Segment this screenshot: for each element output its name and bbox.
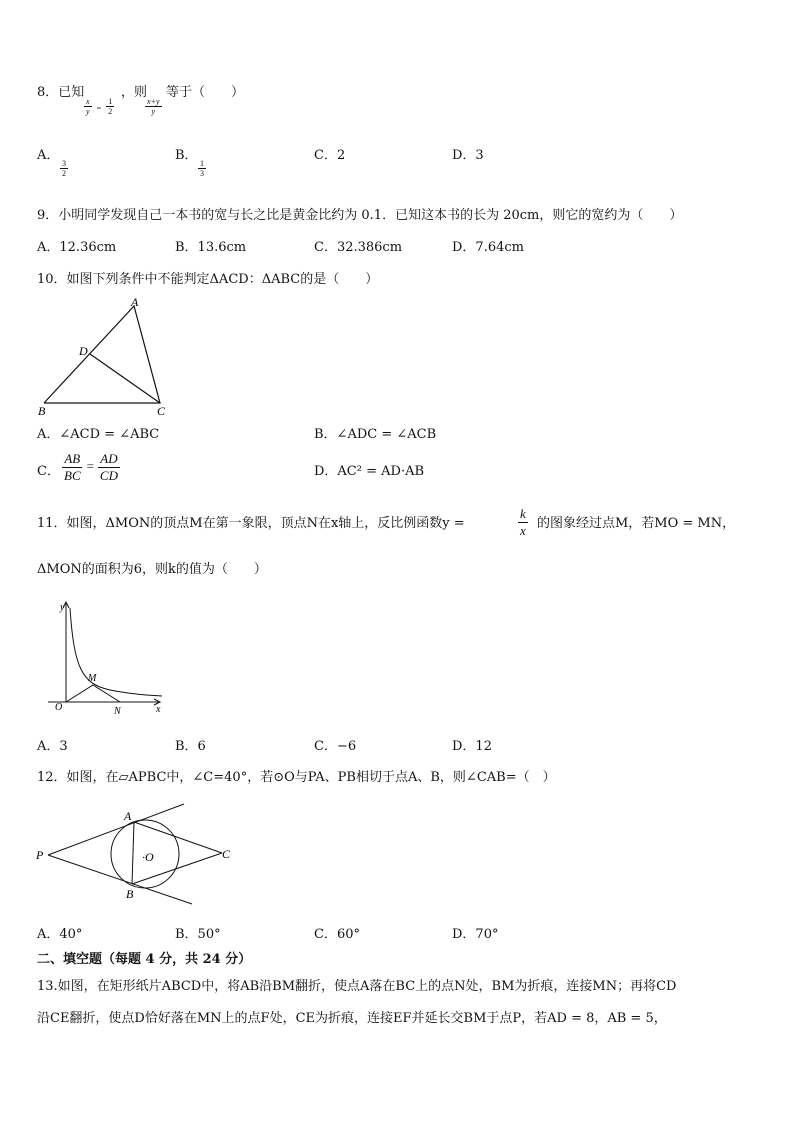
q10-triangle-figure [34,294,174,418]
q9-option-b: B．13.6cm [175,240,247,255]
q8-cond-y: y [86,107,90,116]
q12-label-o: ·O [142,850,154,864]
q8-cond-eq: = [96,104,102,113]
q8-option-d: D．3 [452,148,484,163]
q10-label-b: B [38,404,46,418]
q11-hyperbola-figure [40,598,170,718]
q8-query-num: x+y [147,97,160,106]
q8-cond-x: x [86,97,90,106]
q9-option-a: A．12.36cm [37,240,117,255]
q10-stem: 10．如图下列条件中不能判定ΔACD：ΔABC的是（ ） [37,272,379,287]
q8-option-a-fraction: $\frac{3}{2}$ [62,159,66,178]
q10-label-d: D [79,344,88,358]
q12-line-pa [48,804,184,855]
q9-option-c: C．32.386cm [314,240,403,255]
q10-triangle-abc [44,306,160,403]
q12-option-c: C．60° [314,927,360,942]
q8-stem-end: 等于（ ） [166,85,245,100]
q8-option-b-fraction: $\frac{1}{3}$ [200,159,204,178]
q8-stem-mid: ，则 [121,85,148,100]
q11-option-b: B．6 [175,739,206,754]
q10-option-c-label: C． [37,464,60,479]
q12-chord-ab [132,822,134,884]
q12-tangent-figure [34,800,244,910]
q11-label-o: O [55,702,63,713]
q11-option-d: D．12 [452,739,492,754]
q12-label-a: A [124,809,132,823]
q8-condition [84,96,114,116]
q8-cond-num: 1 [108,97,113,106]
q13-line2: 沿CE翻折，使点D恰好落在MN上的点F处，CE为折痕，连接EF并延长交BM于点P，若AD = 8，AB = 5， [37,1011,667,1026]
q11-hyperbola-curve [70,608,162,696]
q13-line1: 13.如图，在矩形纸片ABCD中，将AB沿BM翻折，使点A落在BC上的点N处，BM为折痕，连接MN；再将CD [37,979,677,994]
q12-label-c: C [222,847,231,861]
q12-option-a: A．40° [37,927,83,942]
q10-segment-cd [90,354,160,403]
q11-fraction-k-over-x: $\frac{k}{x}$ [520,506,526,538]
q12-option-d: D．70° [452,927,499,942]
q12-segment-ac [134,822,222,853]
q12-label-p: P [36,848,44,862]
q11-stem-line1-end: 的图象经过点M，若MO = MN， [537,516,736,531]
q8-option-b-label: B． [175,148,198,163]
q12-option-b: B．50° [175,927,221,942]
q10-label-a: A [131,295,139,309]
q12-line-pb [48,855,192,904]
q8-query-den: y [151,107,156,116]
section-2-heading: 二、填空题（每题 4 分，共 24 分） [37,952,252,967]
q11-option-a: A．3 [37,739,68,754]
q11-option-c: C．−6 [314,739,357,754]
q8-option-a-label: A． [37,148,60,163]
q9-option-d: D．7.64cm [452,240,524,255]
q11-label-x: x [156,704,161,715]
q11-label-y: y [60,602,65,613]
q8-query-fraction [145,96,162,116]
q11-label-m: M [88,673,97,684]
q10-option-d: D．AC² = AD·AB [314,464,425,479]
q8-option-c: C．2 [314,148,346,163]
q9-stem: 9．小明同学发现自己一本书的宽与长之比是黄金比约为 0.1．已知这本书的长为 20cm，则它的宽约为（ ） [37,208,683,223]
q12-stem: 12．如图，在▱APBC中，∠C=40°，若⊙O与PA、PB相切于点A、B，则∠CAB=（ ） [37,770,556,785]
q11-stem-line1-start: 11．如图，ΔMON的顶点M在第一象限，顶点N在x轴上，反比例函数y = [37,516,465,531]
q8-cond-den: 2 [108,107,113,116]
q11-triangle-mon [66,685,120,702]
q11-stem-line2: ΔMON的面积为6，则k的值为（ ） [37,562,267,577]
q10-option-a: A．∠ACD = ∠ABC [37,427,160,442]
q10-option-c-expression: $\frac{AB}{BC}$ = $\frac{AD}{CD}$ [64,451,118,483]
q10-label-c: C [157,404,166,418]
q10-option-b: B．∠ADC = ∠ACB [314,427,437,442]
q12-label-b: B [126,887,134,901]
q8-stem-start: 8．已知 [37,85,85,100]
q11-label-n: N [114,706,121,717]
